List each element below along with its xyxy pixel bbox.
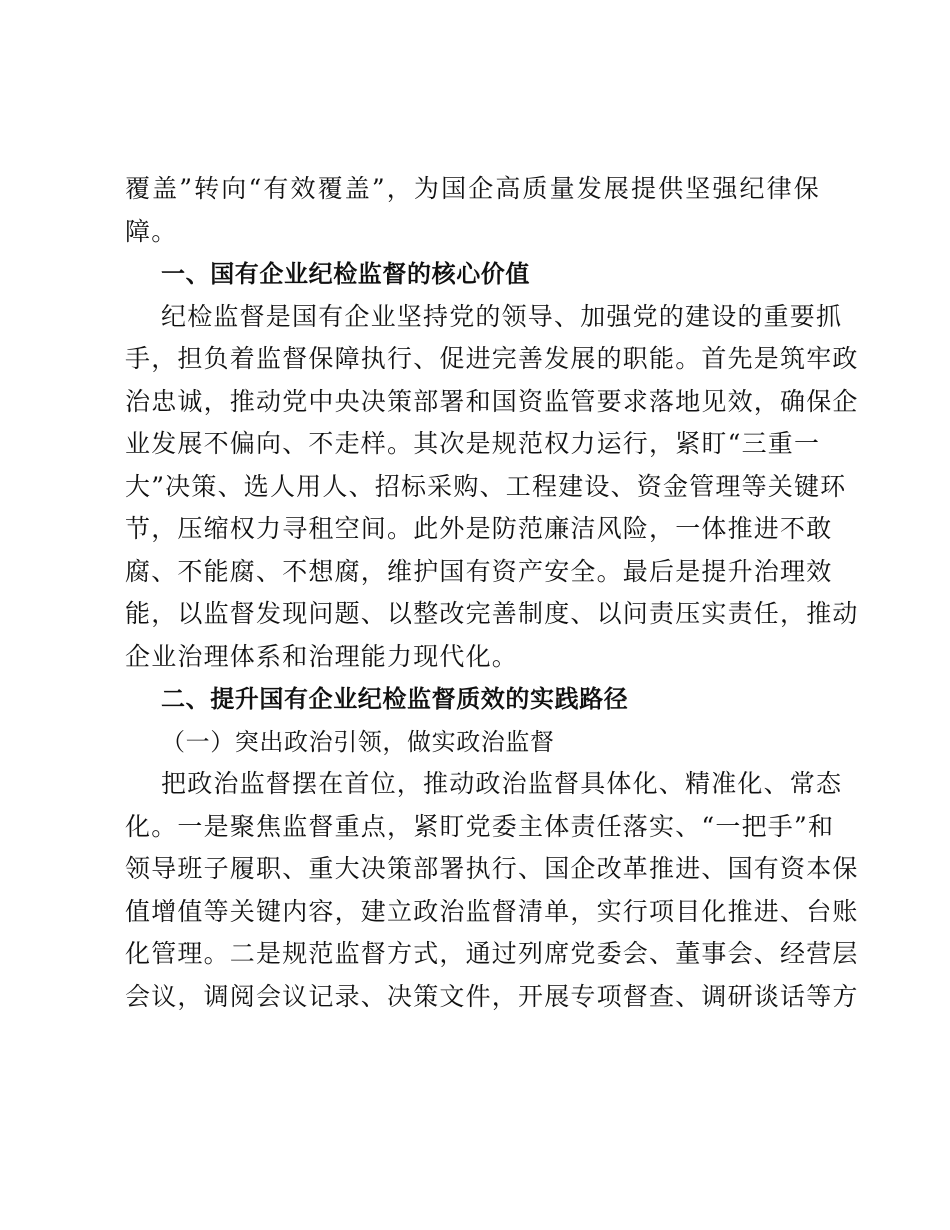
section-heading-core-value: 一、国有企业纪检监督的核心价值 (161, 260, 530, 288)
paragraph-line: 覆盖”转向“有效覆盖”，为国企高质量发展提供坚强纪律保 (125, 174, 820, 203)
section-heading-practice-path: 二、提升国有企业纪检监督质效的实践路径 (161, 685, 629, 713)
paragraph-line: 值增值等关键内容，建立政治监督清单，实行项目化推进、台账 (125, 896, 859, 926)
document-body (125, 168, 859, 1018)
paragraph-line: 化管理。二是规范监督方式，通过列席党委会、董事会、经营层 (125, 939, 859, 968)
paragraph-line: 领导班子履职、重大决策部署执行、国企改革推进、国有资本保 (125, 854, 859, 883)
paragraph-line: 能，以监督发现问题、以整改完善制度、以问责压实责任，推动 (125, 599, 859, 628)
paragraph-line: 大”决策、选人用人、招标采购、工程建设、资金管理等关键环 (125, 471, 847, 501)
paragraph-line: 会议，调阅会议记录、决策文件，开展专项督查、调研谈话等方 (125, 981, 859, 1011)
paragraph-line: 业发展不偏向、不走样。其次是规范权力运行，紧盯“三重一 (125, 429, 821, 458)
paragraph-line: 化。一是聚焦监督重点，紧盯党委主体责任落实、“一把手”和 (125, 811, 835, 841)
subsection-heading-political-supervision: （一）突出政治引领，做实政治监督 (161, 727, 555, 756)
paragraph-line: 企业治理体系和治理能力现代化。 (125, 641, 519, 671)
paragraph-line: 障。 (125, 216, 178, 246)
paragraph-line: 把政治监督摆在首位，推动政治监督具体化、精准化、常态 (161, 769, 843, 798)
paragraph-line: 腐、不能腐、不想腐，维护国有资产安全。最后是提升治理效 (125, 556, 833, 586)
paragraph-line: 节，压缩权力寻租空间。此外是防范廉洁风险，一体推进不敢 (125, 514, 833, 543)
paragraph-line: 纪检监督是国有企业坚持党的领导、加强党的建设的重要抓 (161, 301, 843, 331)
paragraph-line: 治忠诚，推动党中央决策部署和国资监管要求落地见效，确保企 (125, 386, 859, 416)
paragraph-line: 手，担负着监督保障执行、促进完善发展的职能。首先是筑牢政 (125, 344, 859, 373)
